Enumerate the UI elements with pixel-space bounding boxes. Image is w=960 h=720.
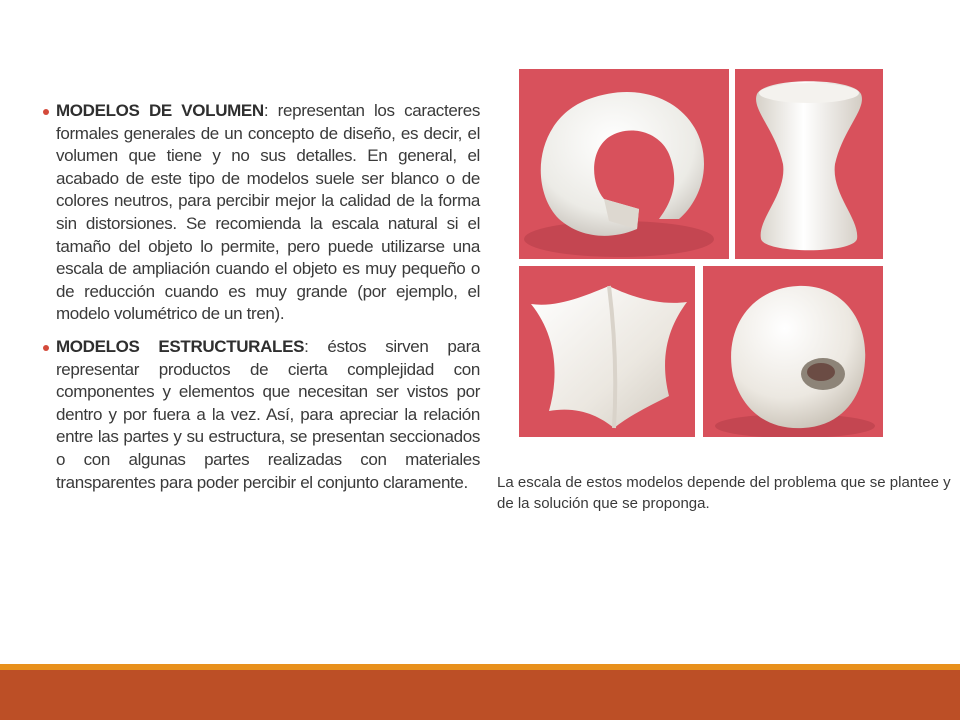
bullet-term: MODELOS ESTRUCTURALES	[56, 336, 305, 356]
photo-curl-model	[519, 69, 729, 259]
footer-band	[0, 670, 960, 720]
bullet-dot-icon	[43, 345, 49, 351]
photo-blob-model	[703, 266, 883, 437]
bullet-paragraph	[56, 100, 480, 326]
bullet-item-volumen	[40, 100, 480, 326]
bullet-dot-icon	[43, 109, 49, 115]
bullet-body: : representan los caracteres formales generales de un concepto de diseño, es decir, el volumen que tiene y no sus detalles. En general, el acabado de este tipo de modelos suele ser blanco o de colores neutros, para percibir mejor la calidad de la forma sin distorsiones. Se recomienda la escala natural si el tamaño del objeto lo permite, pero puede utilizarse una escala de ampliación cuando el objeto es muy pequeño o de reducción cuando es muy grande (por ejemplo, el modelo volumétrico de un tren).	[56, 101, 480, 324]
caption-text: La escala de estos modelos depende del problema que se plantee y de la solución que se proponga.	[497, 474, 951, 512]
bullet-item-estructurales	[40, 336, 480, 494]
bullet-term: MODELOS DE VOLUMEN	[56, 101, 264, 120]
photo-stool-model	[519, 266, 695, 437]
bullet-body: : éstos sirven para representar productos de cierta complejidad con componentes y elementos que necesitan ser vistos por dentro y por fuera a la vez. Así, para apreciar la relación entre las partes y su estructura, se presentan seccionados o con algunas partes realizadas con materiales transparentes para poder percibir el conjunto claramente.	[56, 336, 480, 492]
text-column	[40, 100, 480, 504]
photo-hourglass-model	[735, 69, 883, 259]
bullet-paragraph	[56, 336, 480, 494]
